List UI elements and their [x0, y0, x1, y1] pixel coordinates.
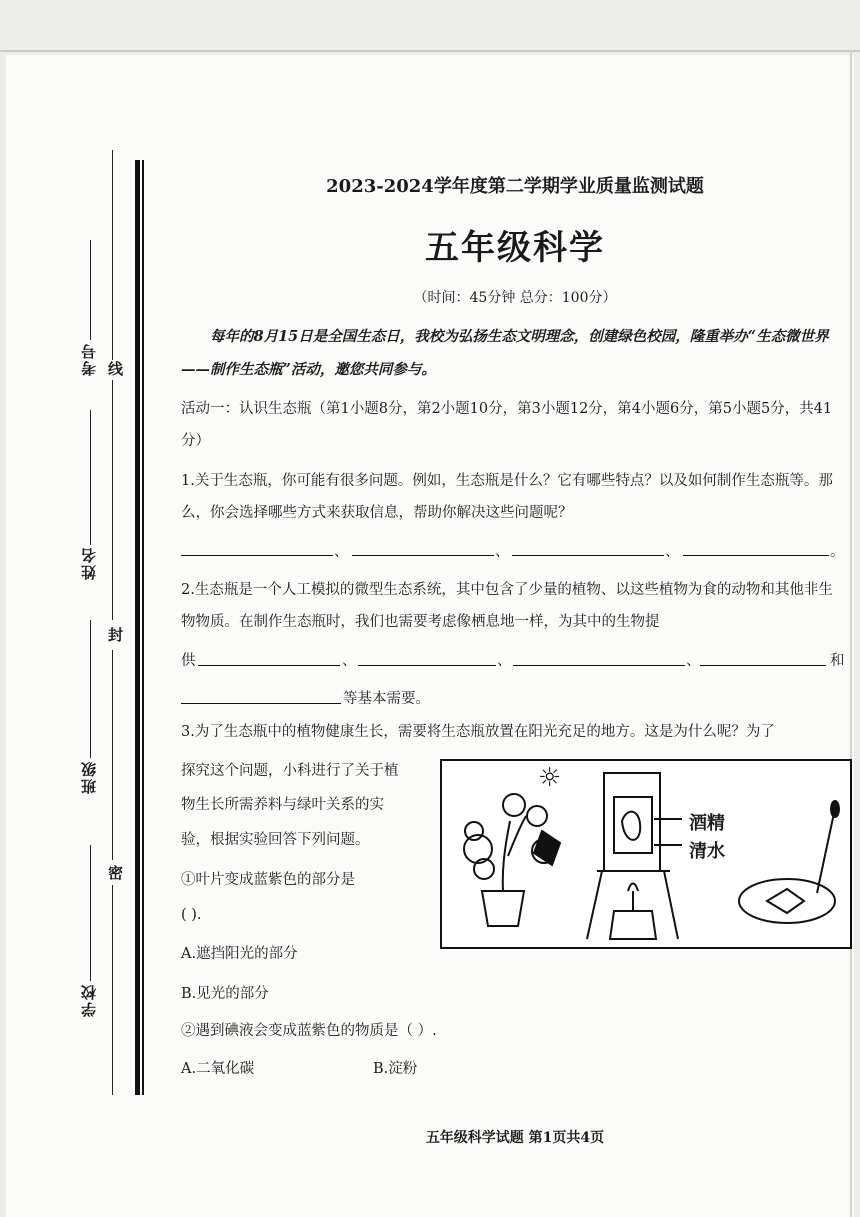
binding-label-class: 班级 — [80, 760, 98, 794]
question-2-text: 2.生态瓶是一个人工模拟的微型生态系统，其中包含了少量的植物、以这些植物为食的动物和其他非生物物质。在制作生态瓶时，我们也需要考虑像栖息地一样，为其中的生物提 — [181, 582, 833, 630]
answer-blank[interactable] — [352, 555, 494, 556]
question-3-line-4: 验，根据实验回答下列问题。 — [181, 832, 370, 848]
question-2-line-start: 供 — [181, 653, 196, 669]
question-3-sub-2-option-a[interactable]: A.二氧化碳 — [181, 1061, 255, 1077]
answer-blank[interactable] — [198, 665, 340, 666]
experiment-illustration — [440, 759, 852, 949]
binding-mark-secret: 密 — [108, 864, 124, 882]
answer-blank[interactable] — [512, 555, 664, 556]
separator: 、 — [497, 653, 512, 669]
question-3-option-a[interactable]: A.遮挡阳光的部分 — [181, 946, 298, 962]
page-footer: 五年级科学试题 第1页共4页 — [425, 1130, 605, 1146]
experiment-drawing — [442, 761, 850, 947]
exam-info: （时间：45分钟 总分：100分） — [413, 290, 617, 306]
binding-blank-class[interactable] — [90, 620, 91, 758]
exam-title: 2023-2024学年度第二学期学业质量监测试题 — [326, 176, 704, 197]
activity-title: 活动一：认识生态瓶（第1小题8分，第2小题10分，第3小题12分，第4小题6分，第5小题5分，共41分） — [181, 401, 833, 449]
question-3-sub-1-answer[interactable]: ( ). — [181, 907, 202, 923]
question-3-line-1: 3.为了生态瓶中的植物健康生长，需要将生态瓶放置在阳光充足的地方。这是为什么呢？为了 — [181, 724, 775, 740]
separator: 、 — [665, 544, 680, 560]
binding-thick-rule — [135, 160, 140, 1095]
separator: 、 — [686, 653, 701, 669]
binding-mark-line: 线 — [108, 360, 124, 378]
answer-blank[interactable] — [358, 665, 496, 666]
question-3-sub-2-option-b[interactable]: B.淀粉 — [373, 1061, 418, 1077]
answer-blank[interactable] — [513, 665, 685, 666]
label-alcohol: 酒精 — [689, 813, 725, 834]
binding-seal-line — [112, 885, 113, 1095]
question-3-line-2: 探究这个问题，小科进行了关于植 — [181, 763, 399, 779]
binding-seal-line — [112, 650, 113, 860]
question-1-text: 1.关于生态瓶，你可能有很多问题。例如，生态瓶是什么？它有哪些特点？以及如何制作生态瓶等。那么，你会选择哪些方式来获取信息，帮助你解决这些问题呢？ — [181, 473, 833, 521]
question-3-sub-2: ②遇到碘液会变成蓝紫色的物质是（ ）. — [181, 1023, 437, 1039]
binding-seal-line — [112, 380, 113, 620]
binding-label-name: 姓名 — [80, 546, 98, 580]
separator: 、 — [342, 653, 357, 669]
binding-thin-rule — [142, 160, 144, 1095]
question-3-sub-1: ①叶片变成蓝紫色的部分是 — [181, 872, 355, 888]
answer-blank[interactable] — [181, 703, 341, 704]
intro-paragraph: 每年的8月15日是全国生态日，我校为弘扬生态文明理念，创建绿色校园，隆重举办“生态微世界——制作生态瓶”活动，邀您共同参与。 — [181, 328, 829, 378]
separator: 、 — [334, 544, 349, 560]
sun-icon: ☼ — [538, 763, 562, 793]
label-water: 清水 — [689, 841, 725, 862]
binding-mark-seal: 封 — [108, 626, 124, 644]
answer-blank[interactable] — [700, 665, 826, 666]
subject-title: 五年级科学 — [425, 228, 605, 268]
question-2-line-end: 和 — [830, 653, 845, 669]
answer-blank[interactable] — [181, 555, 333, 556]
binding-seal-line — [112, 150, 113, 360]
answer-blank[interactable] — [683, 555, 829, 556]
binding-blank-name[interactable] — [90, 410, 91, 545]
binding-label-exam-number: 考号 — [80, 342, 98, 376]
scan-right-edge — [850, 50, 852, 1217]
binding-label-school: 学校 — [80, 983, 98, 1017]
question-3-line-3: 物生长所需养料与绿叶关系的实 — [181, 797, 384, 813]
binding-blank-exam-number[interactable] — [90, 240, 91, 340]
separator: 、 — [495, 544, 510, 560]
question-3-option-b[interactable]: B.见光的部分 — [181, 986, 269, 1002]
scan-top-edge — [0, 50, 860, 52]
binding-blank-school[interactable] — [90, 845, 91, 981]
question-2-tail: 等基本需要。 — [343, 691, 430, 707]
separator: 。 — [830, 544, 845, 560]
